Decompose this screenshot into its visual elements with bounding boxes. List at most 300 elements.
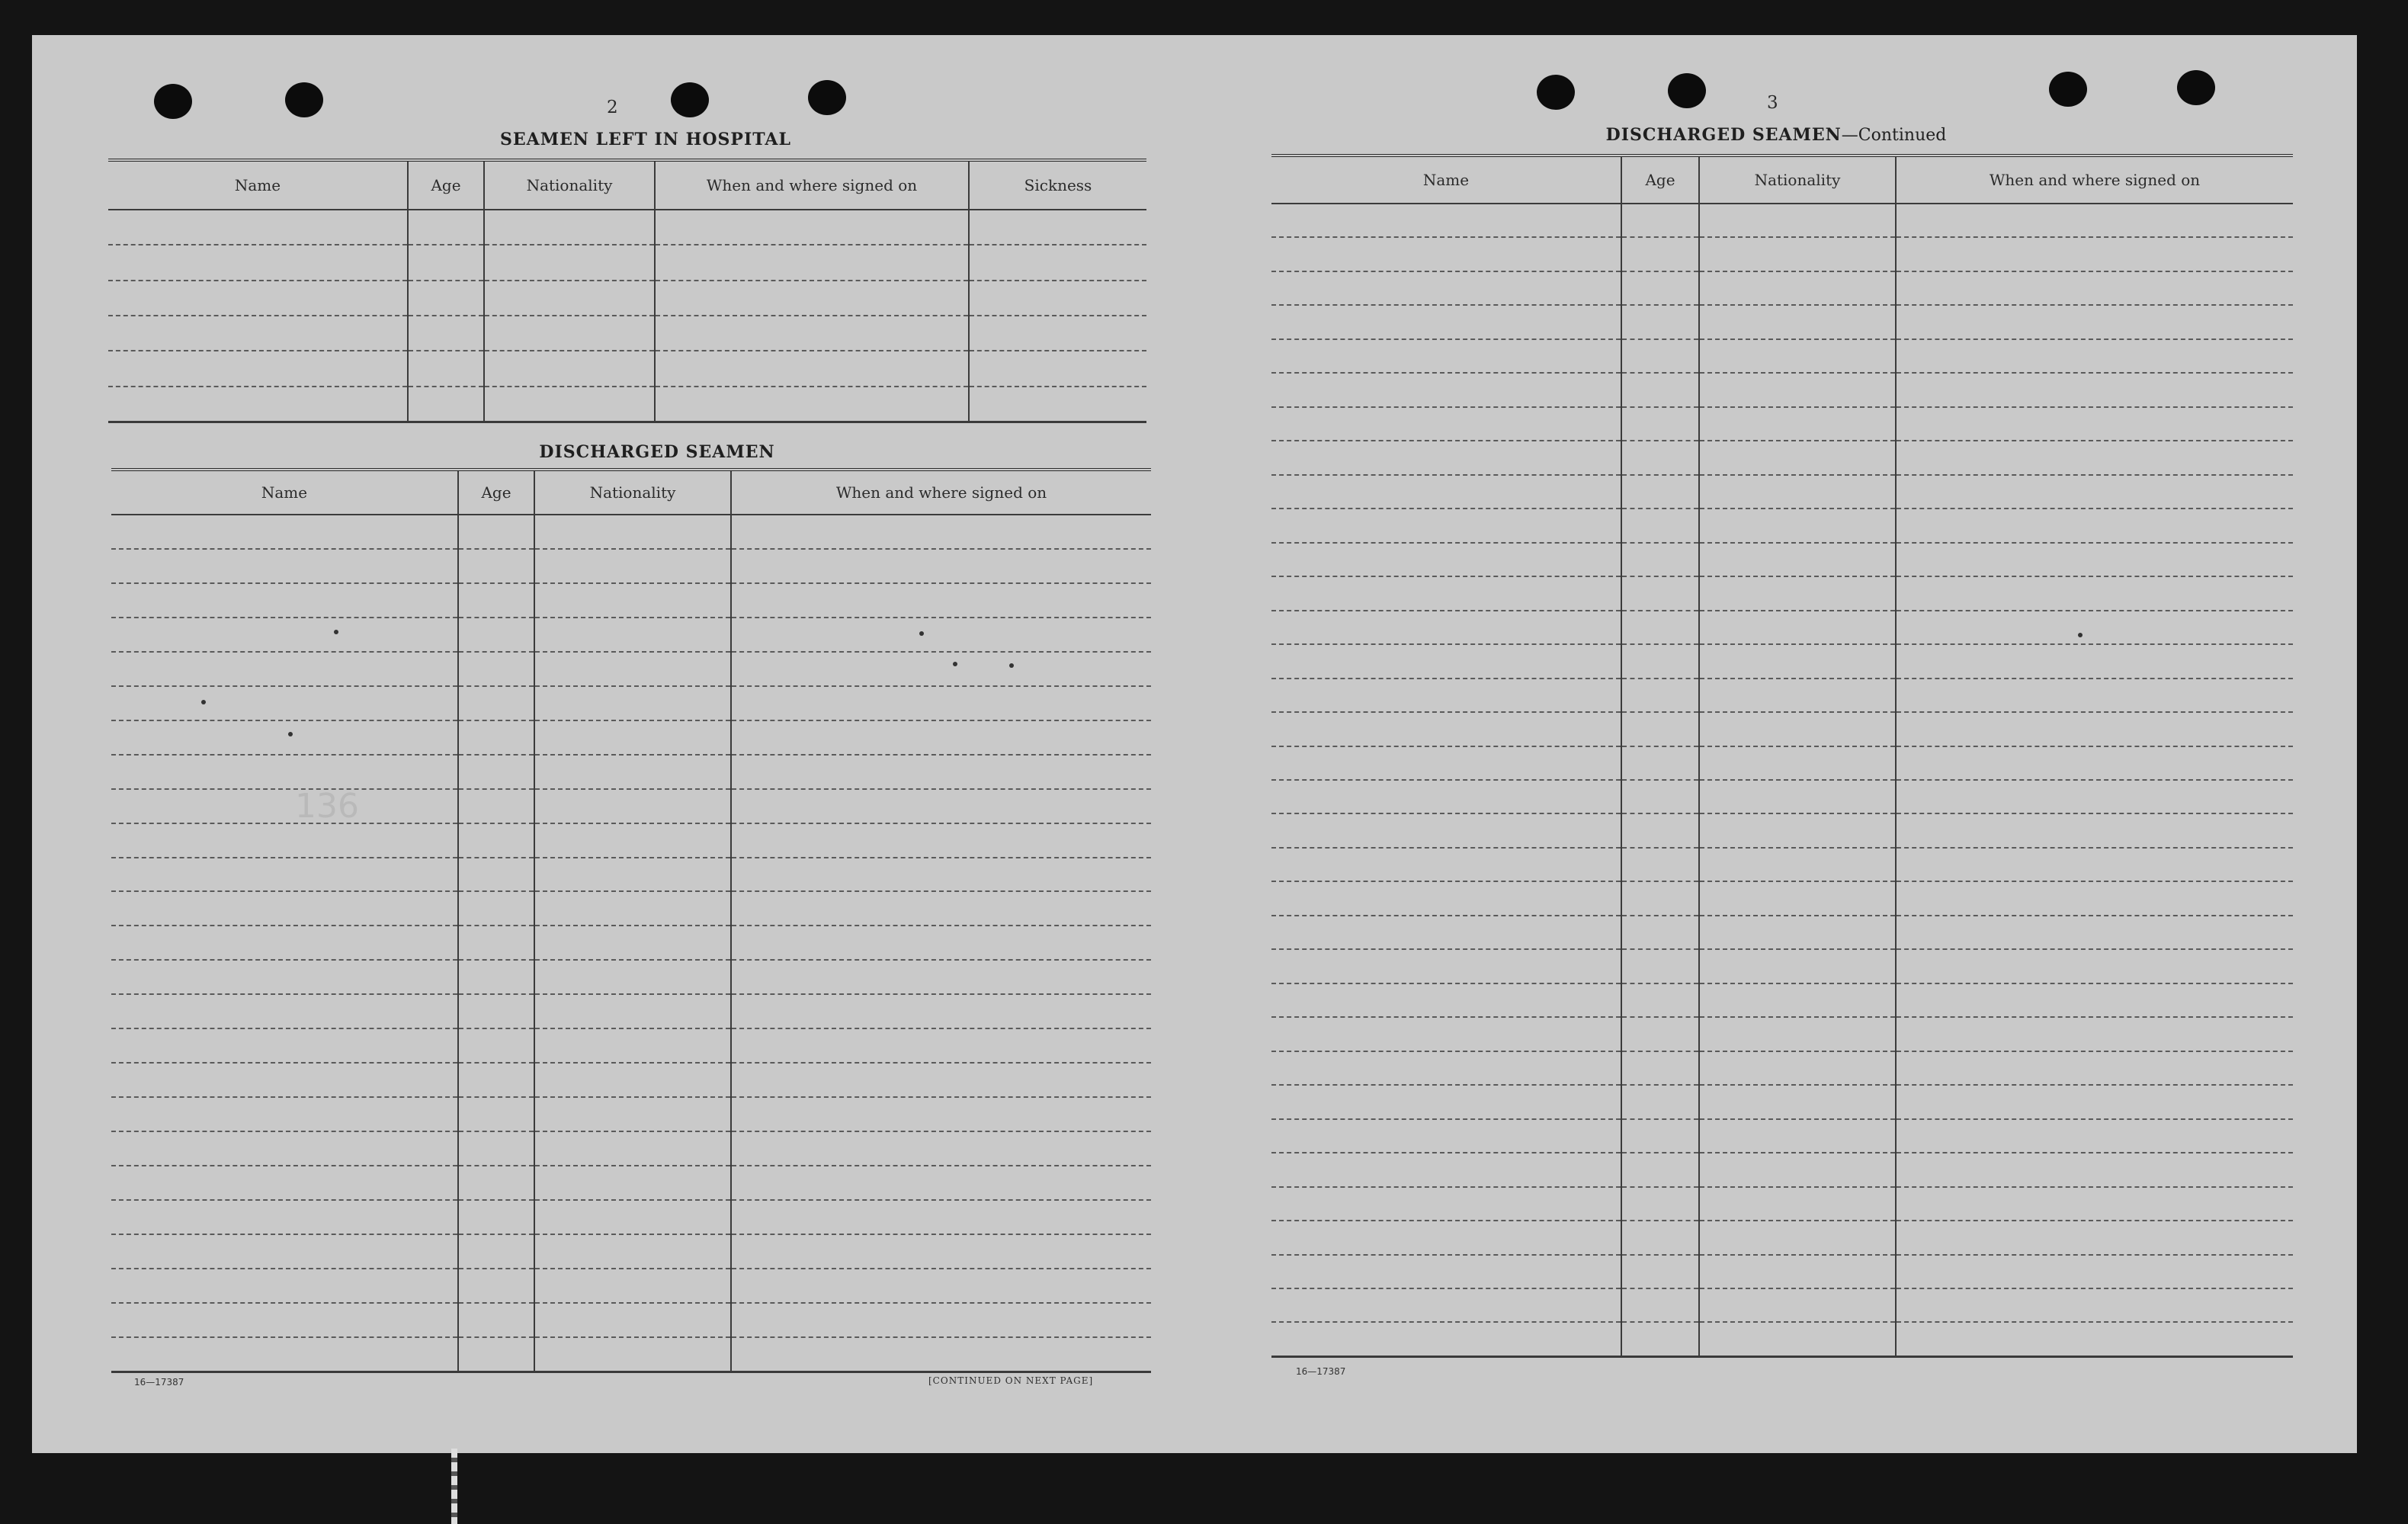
table-cell xyxy=(1897,204,2293,238)
table-cell xyxy=(1897,645,2293,679)
table-cell xyxy=(1271,1018,1621,1051)
table-cell xyxy=(1700,272,1895,306)
table-cell xyxy=(459,1269,534,1304)
table-cell xyxy=(1700,781,1895,814)
table-cell xyxy=(656,316,968,351)
table-cell xyxy=(656,387,968,421)
table-cell xyxy=(1897,679,2293,713)
table-cell xyxy=(535,892,730,926)
table-cell xyxy=(1700,645,1895,679)
table-cell xyxy=(1271,408,1621,441)
table-cell xyxy=(111,721,457,756)
table-cell xyxy=(732,1201,1151,1235)
table-cell xyxy=(1700,1221,1895,1255)
table-cell xyxy=(111,687,457,721)
continued-note: [CONTINUED ON NEXT PAGE] xyxy=(928,1375,1094,1386)
table-cell xyxy=(1897,984,2293,1018)
table-cell xyxy=(1897,340,2293,374)
table-column xyxy=(1622,157,1700,1356)
table-cell xyxy=(732,515,1151,550)
table-cell xyxy=(1897,238,2293,271)
ink-speck xyxy=(953,662,957,666)
table-cell xyxy=(1622,1086,1698,1119)
table-cell xyxy=(732,926,1151,961)
table-cell xyxy=(111,1098,457,1132)
table-cell xyxy=(535,550,730,584)
table-cell xyxy=(111,515,457,550)
table-cell xyxy=(459,790,534,824)
table-cell xyxy=(1700,509,1895,543)
table-cell xyxy=(732,1338,1151,1371)
column-header: Name xyxy=(111,471,457,515)
table-column xyxy=(111,471,459,1371)
table-cell xyxy=(1897,1052,2293,1086)
table-cell xyxy=(1622,645,1698,679)
table-cell xyxy=(1622,1052,1698,1086)
table-cell xyxy=(108,351,407,387)
table-cell xyxy=(1897,1086,2293,1119)
table-cell xyxy=(1700,882,1895,916)
table-cell xyxy=(1700,1052,1895,1086)
discharged-continued-title xyxy=(1563,125,1990,145)
table-cell xyxy=(111,926,457,961)
table-cell xyxy=(1700,306,1895,339)
table-cell xyxy=(1897,1256,2293,1289)
table-column xyxy=(1271,157,1622,1356)
table-cell xyxy=(732,584,1151,618)
table-cell xyxy=(111,584,457,618)
table-cell xyxy=(535,1029,730,1064)
table-cell xyxy=(111,1166,457,1201)
table-cell xyxy=(485,210,654,245)
table-cell xyxy=(1622,1256,1698,1289)
table-cell xyxy=(1271,544,1621,577)
table-cell xyxy=(1897,882,2293,916)
table-cell xyxy=(535,756,730,790)
table-cell xyxy=(1897,577,2293,611)
table-cell xyxy=(732,1235,1151,1269)
table-cell xyxy=(1700,476,1895,509)
table-cell xyxy=(1271,476,1621,509)
table-cell xyxy=(459,550,534,584)
table-cell xyxy=(535,961,730,995)
table-cell xyxy=(1622,679,1698,713)
table-cell xyxy=(535,1338,730,1371)
table-cell xyxy=(1622,476,1698,509)
table-cell xyxy=(1271,272,1621,306)
table-cell xyxy=(732,618,1151,653)
table-cell xyxy=(1622,340,1698,374)
table-cell xyxy=(1622,747,1698,781)
table-cell xyxy=(111,824,457,858)
table-cell xyxy=(1271,1256,1621,1289)
table-cell xyxy=(656,281,968,316)
table-cell xyxy=(1700,1120,1895,1153)
table-cell xyxy=(1271,645,1621,679)
table-cell xyxy=(111,995,457,1029)
table-cell xyxy=(1622,204,1698,238)
table-cell xyxy=(111,550,457,584)
page-number-left: 2 xyxy=(607,98,618,117)
table-cell xyxy=(111,1201,457,1235)
table-cell xyxy=(1622,1018,1698,1051)
table-cell xyxy=(1700,747,1895,781)
table-cell xyxy=(1700,340,1895,374)
table-cell xyxy=(535,1064,730,1098)
table-cell xyxy=(1622,950,1698,983)
table-cell xyxy=(1897,441,2293,475)
table-cell xyxy=(111,1269,457,1304)
table-cell xyxy=(1622,984,1698,1018)
column-header: Age xyxy=(409,162,483,210)
table-cell xyxy=(1622,306,1698,339)
table-cell xyxy=(459,721,534,756)
table-cell xyxy=(111,1132,457,1166)
table-cell xyxy=(459,1304,534,1338)
ink-speck xyxy=(919,631,924,636)
table-cell xyxy=(409,245,483,281)
table-cell xyxy=(459,756,534,790)
table-cell xyxy=(732,995,1151,1029)
table-cell xyxy=(459,926,534,961)
table-cell xyxy=(1622,882,1698,916)
table-cell xyxy=(1897,713,2293,746)
table-cell xyxy=(1271,679,1621,713)
table-cell xyxy=(1897,374,2293,407)
table-cell xyxy=(732,1029,1151,1064)
table-cell xyxy=(1897,1323,2293,1355)
table-cell xyxy=(1700,1153,1895,1187)
column-header: Name xyxy=(108,162,407,210)
table-cell xyxy=(1897,272,2293,306)
table-cell xyxy=(1622,849,1698,882)
table-cell xyxy=(1271,340,1621,374)
table-cell xyxy=(535,824,730,858)
table-column xyxy=(732,471,1151,1371)
table-cell xyxy=(1271,1289,1621,1323)
table-cell xyxy=(732,961,1151,995)
table-cell xyxy=(459,1132,534,1166)
table-cell xyxy=(459,1235,534,1269)
table-cell xyxy=(732,1269,1151,1304)
table-cell xyxy=(535,926,730,961)
table-cell xyxy=(1897,814,2293,848)
table-column xyxy=(485,162,656,421)
table-cell xyxy=(732,550,1151,584)
table-cell xyxy=(111,858,457,893)
table-cell xyxy=(970,316,1146,351)
table-cell xyxy=(1700,916,1895,950)
table-cell xyxy=(1700,611,1895,645)
table-cell xyxy=(970,387,1146,421)
discharged-continued-title-main: DISCHARGED SEAMEN xyxy=(1605,125,1842,145)
table-cell xyxy=(1700,441,1895,475)
table-cell xyxy=(1700,544,1895,577)
table-cell xyxy=(1622,1289,1698,1323)
table-cell xyxy=(1700,984,1895,1018)
table-cell xyxy=(732,721,1151,756)
table-cell xyxy=(1622,374,1698,407)
column-header: When and where signed on xyxy=(1897,157,2293,204)
table-cell xyxy=(1271,577,1621,611)
table-cell xyxy=(1700,1256,1895,1289)
table-cell xyxy=(459,1338,534,1371)
table-cell xyxy=(1271,374,1621,407)
table-cell xyxy=(111,618,457,653)
table-cell xyxy=(1700,204,1895,238)
table-cell xyxy=(1622,408,1698,441)
table-cell xyxy=(1622,577,1698,611)
table-cell xyxy=(459,1098,534,1132)
table-cell xyxy=(732,756,1151,790)
ink-speck xyxy=(1009,663,1014,668)
table-cell xyxy=(535,653,730,687)
table-cell xyxy=(732,824,1151,858)
table-cell xyxy=(1271,916,1621,950)
table-cell xyxy=(1622,544,1698,577)
table-cell xyxy=(111,1029,457,1064)
table-cell xyxy=(1700,950,1895,983)
table-cell xyxy=(1271,238,1621,271)
table-cell xyxy=(485,316,654,351)
table-cell xyxy=(459,892,534,926)
discharged-seamen-table-left xyxy=(111,468,1151,1373)
table-cell xyxy=(1700,238,1895,271)
table-cell xyxy=(656,351,968,387)
table-cell xyxy=(409,281,483,316)
table-cell xyxy=(535,515,730,550)
table-cell xyxy=(656,245,968,281)
table-cell xyxy=(732,1304,1151,1338)
table-cell xyxy=(1622,441,1698,475)
table-cell xyxy=(732,1132,1151,1166)
form-number-left: 16—17387 xyxy=(134,1377,184,1388)
table-cell xyxy=(459,584,534,618)
archive-stamp: 136 xyxy=(295,787,359,826)
table-cell xyxy=(1271,1323,1621,1355)
column-header: Sickness xyxy=(970,162,1146,210)
table-cell xyxy=(1897,950,2293,983)
table-cell xyxy=(1700,713,1895,746)
table-cell xyxy=(111,892,457,926)
table-cell xyxy=(1622,1120,1698,1153)
table-cell xyxy=(1897,781,2293,814)
table-cell xyxy=(1700,1018,1895,1051)
table-cell xyxy=(1622,1188,1698,1221)
table-cell xyxy=(485,351,654,387)
table-cell xyxy=(1622,509,1698,543)
table-cell xyxy=(535,858,730,893)
punch-hole xyxy=(808,80,846,115)
punch-hole xyxy=(285,82,323,117)
punch-hole xyxy=(154,84,192,119)
table-cell xyxy=(485,387,654,421)
table-cell xyxy=(732,1064,1151,1098)
column-header: When and where signed on xyxy=(732,471,1151,515)
table-cell xyxy=(535,1098,730,1132)
table-cell xyxy=(459,653,534,687)
table-cell xyxy=(1271,1188,1621,1221)
discharged-seamen-table-right xyxy=(1271,154,2293,1358)
table-cell xyxy=(459,995,534,1029)
table-cell xyxy=(970,210,1146,245)
table-cell xyxy=(1897,1188,2293,1221)
table-cell xyxy=(1897,1289,2293,1323)
table-cell xyxy=(409,351,483,387)
table-cell xyxy=(1700,1086,1895,1119)
table-cell xyxy=(970,245,1146,281)
table-cell xyxy=(535,790,730,824)
column-header: When and where signed on xyxy=(656,162,968,210)
table-cell xyxy=(1622,1221,1698,1255)
column-header: Age xyxy=(459,471,534,515)
table-cell xyxy=(1271,814,1621,848)
table-cell xyxy=(459,1064,534,1098)
table-column xyxy=(1897,157,2293,1356)
table-cell xyxy=(108,245,407,281)
form-number-right: 16—17387 xyxy=(1296,1366,1346,1377)
column-header: Nationality xyxy=(1700,157,1895,204)
table-cell xyxy=(1271,882,1621,916)
table-cell xyxy=(1700,374,1895,407)
table-cell xyxy=(970,351,1146,387)
table-cell xyxy=(1271,611,1621,645)
table-cell xyxy=(1271,747,1621,781)
table-cell xyxy=(459,1201,534,1235)
table-cell xyxy=(1700,408,1895,441)
table-cell xyxy=(1897,916,2293,950)
table-cell xyxy=(1700,1188,1895,1221)
table-cell xyxy=(1622,272,1698,306)
column-header: Age xyxy=(1622,157,1698,204)
table-cell xyxy=(1897,306,2293,339)
table-cell xyxy=(108,210,407,245)
table-cell xyxy=(1700,814,1895,848)
table-cell xyxy=(1271,1153,1621,1187)
table-cell xyxy=(1897,1018,2293,1051)
table-cell xyxy=(1897,611,2293,645)
table-cell xyxy=(1897,544,2293,577)
table-cell xyxy=(535,687,730,721)
table-cell xyxy=(1897,747,2293,781)
table-column xyxy=(1700,157,1897,1356)
table-cell xyxy=(1897,408,2293,441)
table-cell xyxy=(111,653,457,687)
table-cell xyxy=(656,210,968,245)
punch-hole xyxy=(1537,75,1575,110)
table-cell xyxy=(1271,950,1621,983)
table-cell xyxy=(535,1235,730,1269)
table-cell xyxy=(1897,1221,2293,1255)
column-header: Name xyxy=(1271,157,1621,204)
punch-hole xyxy=(671,82,709,117)
table-cell xyxy=(111,1338,457,1371)
table-cell xyxy=(1271,713,1621,746)
table-cell xyxy=(1271,509,1621,543)
table-cell xyxy=(1700,679,1895,713)
table-cell xyxy=(1271,1221,1621,1255)
table-cell xyxy=(1700,577,1895,611)
table-cell xyxy=(111,1064,457,1098)
table-cell xyxy=(732,1166,1151,1201)
table-cell xyxy=(970,281,1146,316)
table-cell xyxy=(1622,713,1698,746)
table-cell xyxy=(1622,1323,1698,1355)
table-cell xyxy=(459,961,534,995)
table-cell xyxy=(732,653,1151,687)
table-cell xyxy=(485,281,654,316)
table-cell xyxy=(111,961,457,995)
table-cell xyxy=(1271,306,1621,339)
table-column xyxy=(535,471,732,1371)
punch-hole xyxy=(1668,73,1706,108)
hospital-table xyxy=(108,159,1146,423)
table-cell xyxy=(535,1166,730,1201)
table-cell xyxy=(409,210,483,245)
table-column xyxy=(459,471,535,1371)
table-cell xyxy=(535,1269,730,1304)
ink-speck xyxy=(2078,633,2083,637)
table-cell xyxy=(1700,1289,1895,1323)
ink-speck xyxy=(201,700,206,704)
table-cell xyxy=(459,515,534,550)
table-column xyxy=(656,162,970,421)
discharged-continued-title-suffix: —Continued xyxy=(1841,126,1947,145)
table-cell xyxy=(1271,984,1621,1018)
table-cell xyxy=(1622,238,1698,271)
table-column xyxy=(409,162,485,421)
table-cell xyxy=(459,618,534,653)
table-cell xyxy=(1271,1052,1621,1086)
table-cell xyxy=(1271,1086,1621,1119)
table-cell xyxy=(732,687,1151,721)
table-cell xyxy=(732,1098,1151,1132)
page-number-right: 3 xyxy=(1767,93,1778,113)
table-cell xyxy=(1622,781,1698,814)
table-cell xyxy=(111,1304,457,1338)
table-cell xyxy=(1897,509,2293,543)
table-cell xyxy=(535,618,730,653)
table-cell xyxy=(1897,1153,2293,1187)
table-cell xyxy=(459,1029,534,1064)
table-cell xyxy=(111,756,457,790)
table-cell xyxy=(732,858,1151,893)
table-cell xyxy=(535,1304,730,1338)
table-cell xyxy=(108,316,407,351)
table-cell xyxy=(732,790,1151,824)
binding-edge xyxy=(451,1449,457,1524)
table-cell xyxy=(1700,1323,1895,1355)
table-cell xyxy=(459,1166,534,1201)
table-cell xyxy=(459,687,534,721)
table-cell xyxy=(1700,849,1895,882)
table-cell xyxy=(535,584,730,618)
punch-hole xyxy=(2049,72,2087,107)
ink-speck xyxy=(288,732,293,736)
table-cell xyxy=(111,790,457,824)
table-cell xyxy=(1622,1153,1698,1187)
table-cell xyxy=(1622,814,1698,848)
column-header: Nationality xyxy=(535,471,730,515)
table-cell xyxy=(459,824,534,858)
table-cell xyxy=(1271,849,1621,882)
table-cell xyxy=(1271,441,1621,475)
table-cell xyxy=(535,995,730,1029)
table-cell xyxy=(108,387,407,421)
table-cell xyxy=(1897,476,2293,509)
table-cell xyxy=(535,1132,730,1166)
table-cell xyxy=(1271,781,1621,814)
